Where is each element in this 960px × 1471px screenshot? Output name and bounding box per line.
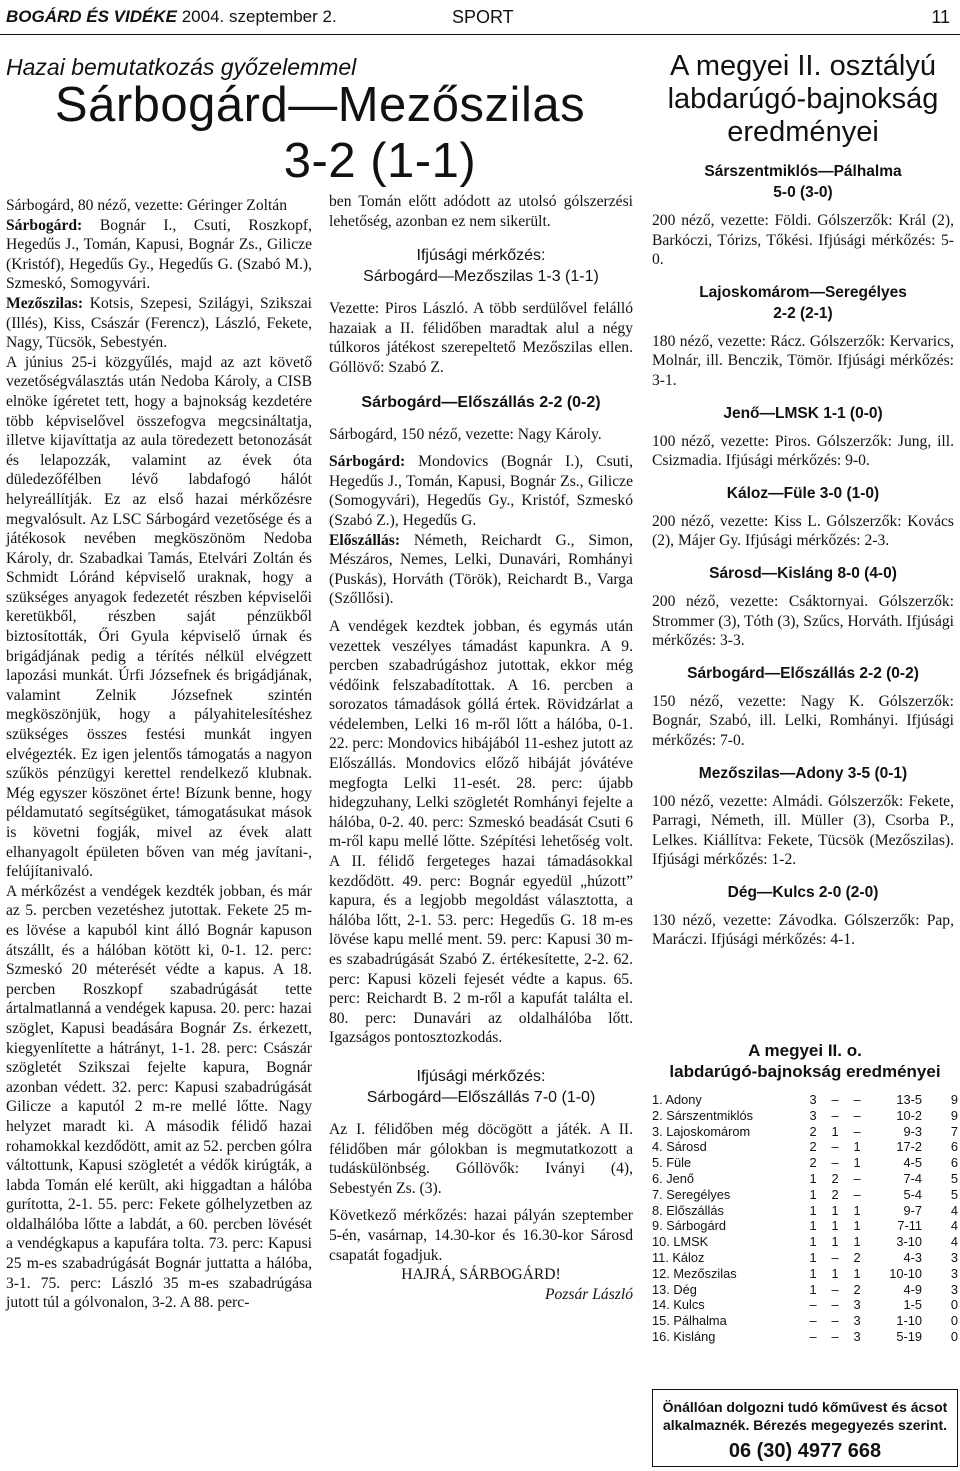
- table-row: [652, 1282, 958, 1298]
- draws-cell: 2: [831, 1170, 839, 1186]
- match-summary: 200 néző, vezette: Csáktornyai. Gólszerzők: Strommer (3), Tóth (3), Szűcs, Horváth. Ifjúsági mérkőzés: 3-3.: [652, 592, 954, 650]
- team-name-cell: 7. Seregélyes: [652, 1186, 731, 1202]
- standings-body: [652, 1092, 958, 1345]
- points-cell: 3: [950, 1249, 958, 1265]
- match2-home-lineup: [329, 452, 633, 530]
- wins-cell: 2: [809, 1155, 817, 1171]
- team-name-cell: 12. Mezőszilas: [652, 1265, 737, 1281]
- points-cell: 3: [950, 1265, 958, 1281]
- youth-match-title-2: Sárbogárd—Előszállás 7-0 (1-0): [366, 1088, 596, 1106]
- wins-cell: –: [809, 1313, 817, 1329]
- team-name-cell: 9. Sárbogárd: [652, 1218, 726, 1234]
- youth-match-text-2: Az I. félidőben még döcögött a játék. A II. félidőben már gólokban is megmutatkozott a tudáskülönbség. Góllövők: Iványi (4), Sebestyén Zs. (3).: [329, 1120, 633, 1197]
- losses-cell: 3: [853, 1328, 861, 1344]
- goals-cell: 7-4: [903, 1170, 922, 1186]
- article-paragraph: A június 25-i közgyűlés, majd az azt követő vezetőségválasztás után Nedoba Károly, a CISB elnöke ígéretet tett, hogy a bajnokság kezdetére több képviselővel összefogva megcsináltatja, illetve kijavíttatja az aula töredezett betonozását és lelapozzák, valamint az évek óta düledezőfélben lévő labdafogó hálót helyreállítják. Ez az első hazai mérkőzésre megvalósult. Az LSC Sárbogárd vezetősége és a játékosok nevében megköszönöm Nedoba Károly, dr. Szabadkai Tamás, Etelvári Zoltán és Schmidt Lóránd képviselő uraknak, hogy a szükséges anyagok fedezetét részben képviselői keretükből, részben saját pénzükből biztosították, Őri Gyula képviselő úrnak és brigádjának pedig a térítés nélkül elvégzett lapozási munkát. Úrfi Józsefnek és brigádjának, valamint Zelnik Józsefnek szintén megköszönjük, hogy a pályahitelesítéshez szükséges összes festési munkát ingyen elvégezték. Ez igen jelentős támogatás a nagyon szűkös pénzügyi kerettel rendelkező klubnak. Még egyszer köszönet érte! Bízunk benne, hogy példamutató segítségüket, támogatásukat mások is követni fogják, mivel az évek alatt elhanyagolt épületen bőven van még javítani-, felújítanivaló.: [6, 353, 312, 881]
- team-name-cell: 5. Füle: [652, 1155, 692, 1171]
- table-row: [652, 1124, 958, 1140]
- results-title-line-3: eredményei: [727, 116, 879, 148]
- team-name-cell: 6. Jenő: [652, 1170, 694, 1186]
- draws-cell: 1: [831, 1265, 839, 1281]
- points-cell: 6: [950, 1155, 958, 1171]
- goals-cell: 13-5: [896, 1092, 922, 1107]
- match-summary: 200 néző, vezette: Földi. Gólszerzők: Král (2), Barkóczi, Tórizs, Tőkési. Ifjúsági mérkőzés: 5-0.: [652, 212, 954, 269]
- home-label: Sárbogárd:: [6, 216, 83, 234]
- losses-cell: –: [853, 1123, 861, 1139]
- article-paragraph: ben Tomán előtt adódott az utolsó gólszerzési lehetőség, azonban ez nem sikerült.: [329, 193, 633, 230]
- away-lineup: [6, 294, 312, 353]
- wins-cell: 1: [809, 1202, 817, 1218]
- points-cell: 9: [950, 1107, 958, 1123]
- youth-match-title: Sárbogárd—Mezőszilas 1-3 (1-1): [363, 268, 599, 286]
- draws-cell: –: [831, 1139, 839, 1155]
- match2-home-label: Sárbogárd:: [329, 453, 406, 471]
- points-cell: 5: [950, 1186, 958, 1202]
- wins-cell: 1: [809, 1170, 817, 1186]
- match-heading: Dég—Kulcs 2-0 (2-0): [727, 883, 879, 901]
- draws-cell: 2: [831, 1186, 839, 1202]
- match-score: 5-0 (3-0): [773, 184, 833, 201]
- results-title: [652, 50, 954, 149]
- match2-home-text: Mondovics (Bognár I.), Csuti, Hegedűs J., Tomán, Kapusi, Bognár Zs., Gilicze (Somogyvári), Hegedűs Gy., Kristóf, Szmeskó (Szabó Z.), Hegedűs G.: [329, 453, 633, 529]
- next-match: Következő mérkőzés: hazai pályán szeptember 5-én, vasárnap, 14.30-kor és 16.30-kor Sárosd csapatát fogadjuk.: [329, 1207, 633, 1264]
- draws-cell: –: [831, 1092, 839, 1107]
- table-row: [652, 1171, 958, 1187]
- goals-cell: 1-5: [903, 1297, 922, 1313]
- losses-cell: –: [853, 1092, 861, 1107]
- team-name-cell: 15. Pálhalma: [652, 1313, 727, 1329]
- losses-cell: –: [853, 1186, 861, 1202]
- article-headline: [6, 77, 634, 189]
- team-name-cell: 8. Előszállás: [652, 1202, 724, 1218]
- article-kicker: Hazai bemutatkozás győzelemmel: [6, 54, 357, 80]
- wins-cell: 1: [809, 1249, 817, 1265]
- match2-away-label: Előszállás:: [329, 531, 401, 549]
- match-heading: Sárbogárd—Előszállás 2-2 (0-2): [687, 664, 919, 682]
- losses-cell: 3: [853, 1313, 861, 1329]
- team-name-cell: 10. LMSK: [652, 1234, 709, 1250]
- match-heading: [652, 282, 954, 324]
- goals-cell: 7-11: [897, 1218, 922, 1234]
- home-lineup-text: Bognár I., Csuti, Roszkopf, Hegedűs J., Tomán, Kapusi, Bognár Zs., Gilicze (Kristóf), Hegedűs Gy., Hegedűs G. (Szabó M.), Szmeskó, Somogyvári.: [6, 216, 312, 293]
- points-cell: 6: [950, 1139, 958, 1155]
- points-cell: 0: [950, 1328, 958, 1344]
- points-cell: 5: [950, 1170, 958, 1186]
- match-summary: 100 néző, vezette: Almádi. Gólszerzők: Fekete, Parragi, Németh, ill. Müller (3), Csorba P., Lelkes. Kiállítva: Fekete, Tücsök (Mezőszilas). Ifjúsági mérkőzés: 1-2.: [652, 792, 954, 869]
- losses-cell: –: [853, 1170, 861, 1186]
- match-score: 2-2 (2-1): [773, 304, 833, 322]
- article-column-1: [6, 196, 312, 1313]
- draws-cell: 1: [831, 1202, 839, 1218]
- table-row: [652, 1266, 958, 1282]
- standings-title: [652, 1040, 958, 1082]
- match-heading: Jenő—LMSK 1-1 (0-0): [723, 404, 883, 422]
- table-row: [652, 1297, 958, 1313]
- goals-cell: 4-9: [903, 1281, 922, 1297]
- draws-cell: –: [831, 1328, 839, 1344]
- match-summary: 150 néző, vezette: Nagy K. Gólszerzők: Bognár, Szabó, ill. Lelki, Romhányi. Ifjúsági mérkőzés: 7-0.: [652, 692, 954, 749]
- team-name-cell: 1. Adony: [652, 1092, 702, 1107]
- headline-teams: Sárbogárd—Mezőszilas: [54, 78, 586, 132]
- goals-cell: 9-7: [903, 1202, 922, 1218]
- wins-cell: –: [809, 1297, 817, 1313]
- standings-title-line-2: labdarúgó-bajnokság eredményei: [669, 1062, 941, 1081]
- losses-cell: 1: [853, 1202, 861, 1218]
- match-heading: Mezőszilas—Adony 3-5 (0-1): [698, 764, 908, 782]
- masthead: [6, 7, 337, 27]
- table-row: [652, 1139, 958, 1155]
- results-sidebar: [652, 50, 954, 950]
- away-lineup-text: Kotsis, Szepesi, Szilágyi, Szikszai (Illés), Kiss, Császár (Ferencz), László, Fekete, Nagy, Tücsök, Sebestyén.: [6, 294, 312, 352]
- match-summary: 100 néző, vezette: Piros. Gólszerzők: Jung, ill. Csizmadia. Ifjúsági mérkőzés: 9-0.: [652, 432, 954, 470]
- losses-cell: 3: [853, 1297, 861, 1313]
- losses-cell: 2: [853, 1249, 861, 1265]
- draws-cell: –: [831, 1155, 839, 1171]
- points-cell: 4: [950, 1202, 958, 1218]
- table-row: [652, 1218, 958, 1234]
- table-row: [652, 1187, 958, 1203]
- goals-cell: 9-3: [903, 1123, 922, 1139]
- author-signature: Pozsár László: [545, 1285, 633, 1303]
- youth-match-heading-2: [329, 1066, 633, 1108]
- goals-cell: 10-10: [889, 1265, 922, 1281]
- goals-cell: 5-19: [896, 1328, 922, 1344]
- draws-cell: 1: [831, 1123, 839, 1139]
- losses-cell: 2: [853, 1281, 861, 1297]
- section-name: SPORT: [452, 7, 514, 27]
- draws-cell: –: [831, 1281, 839, 1297]
- standings-table-block: [652, 1040, 958, 1345]
- match2-heading: Sárbogárd—Előszállás 2-2 (0-2): [361, 393, 601, 411]
- match-heading: Sárosd—Kisláng 8-0 (4-0): [709, 564, 897, 582]
- losses-cell: 1: [853, 1234, 861, 1250]
- wins-cell: 3: [809, 1107, 817, 1123]
- table-row: [652, 1313, 958, 1329]
- team-name-cell: 14. Kulcs: [652, 1297, 705, 1313]
- article-column-2: [329, 192, 633, 1304]
- wins-cell: 2: [809, 1123, 817, 1139]
- points-cell: 9: [950, 1092, 958, 1107]
- wins-cell: –: [809, 1328, 817, 1344]
- losses-cell: 1: [853, 1218, 861, 1234]
- goals-cell: 1-10: [896, 1313, 922, 1329]
- results-title-line-1: A megyei II. osztályú: [670, 50, 936, 82]
- team-name-cell: 3. Lajoskomárom: [652, 1123, 751, 1139]
- points-cell: 4: [950, 1218, 958, 1234]
- job-advertisement: [652, 1389, 958, 1467]
- team-name-cell: 13. Dég: [652, 1281, 697, 1297]
- wins-cell: 3: [809, 1092, 817, 1107]
- goals-cell: 5-4: [903, 1186, 922, 1202]
- draws-cell: 1: [831, 1234, 839, 1250]
- youth-match-text: Vezette: Piros László. A több serdülővel felálló hazaiak a II. félidőben maradtak alul a négy túlkoros játékost szerepeltető Mezőszilas ellen. Góllövő: Szabó Z.: [329, 300, 633, 376]
- results-title-line-2: labdarúgó-bajnokság: [667, 83, 939, 115]
- match2-intro: Sárbogárd, 150 néző, vezette: Nagy Károly.: [329, 425, 602, 443]
- match-summary: 180 néző, vezette: Rácz. Gólszerzők: Kervarics, Molnár, ill. Benczik, Tömör. Ifjúsági mérkőzés: 3-1.: [652, 332, 954, 389]
- goals-cell: 3-10: [896, 1234, 922, 1250]
- table-row: [652, 1155, 958, 1171]
- team-name-cell: 4. Sárosd: [652, 1139, 707, 1155]
- losses-cell: 1: [853, 1265, 861, 1281]
- match-intro: Sárbogárd, 80 néző, vezette: Géringer Zoltán: [6, 197, 288, 214]
- draws-cell: –: [831, 1313, 839, 1329]
- goals-cell: 4-5: [903, 1155, 922, 1171]
- points-cell: 0: [950, 1313, 958, 1329]
- page-header: [0, 0, 960, 35]
- match-summary: 130 néző, vezette: Závodka. Gólszerzők: Pap, Maráczi. Ifjúsági mérkőzés: 4-1.: [652, 911, 954, 949]
- standings-table: [652, 1092, 958, 1345]
- ad-line-1: Önállóan dolgozni tudó kőművest és ácsot: [662, 1399, 948, 1415]
- goals-cell: 10-2: [896, 1107, 922, 1123]
- wins-cell: 1: [809, 1218, 817, 1234]
- ad-phone: 06 (30) 4977 668: [728, 1440, 882, 1462]
- points-cell: 4: [950, 1234, 958, 1250]
- wins-cell: 1: [809, 1265, 817, 1281]
- cheer-text: HAJRÁ, SÁRBOGÁRD!: [401, 1266, 561, 1284]
- match-title: Sárszentmiklós—Pálhalma: [704, 163, 902, 180]
- losses-cell: 1: [853, 1155, 861, 1171]
- page-number: 11: [931, 7, 950, 27]
- team-name-cell: 16. Kisláng: [652, 1328, 716, 1344]
- wins-cell: 1: [809, 1234, 817, 1250]
- wins-cell: 1: [809, 1281, 817, 1297]
- table-row: [652, 1250, 958, 1266]
- goals-cell: 17-2: [896, 1139, 922, 1155]
- draws-cell: –: [831, 1107, 839, 1123]
- wins-cell: 2: [809, 1139, 817, 1155]
- points-cell: 7: [950, 1123, 958, 1139]
- match2-report: A vendégek kezdtek jobban, és egymás után vezettek veszélyes támadást kapunkra. A 9. percben szabadrúgáshoz jutottak, ekkor még védőink felszabadítottak. A 16. percben a sorozatos támadások góllá értek. Rövidzárlat a védelemben, Lelki 16 m-ről lőtt a hálóba, 0-1. 22. perc: Mondovics hibájából 11-eshez jutott az Előszállás. Mondovics előző hibáját jóvátéve megfogta Lelki 11-esét. 28. perc: újabb hidegzuhany, Lelki szögletét Romhányi fejelte a hálóba, 0-2. 40. perc: Szmeskó beadását Csuti 6 m-ről kapu mellé lőtte. Szépítési lehetőség volt. A II. félidő fergeteges hazai támadásokkal kezdődött. 49. perc: Bognár egyedül „húzott” kapura, és a legjobb megoldást választotta, a hálóba lőtt, 2-1. 53. perc: Hegedűs G. 18 m-es lövése kapu mellé ment. 59. perc: Kapusi 30 m-es szabadrúgását Szabó Z. értékesítette, 2-2. 62. perc: Kapusi közeli fejesét védte a kapus. 65. perc: Reichardt B. 2 m-ről a kapufát találta el. 80. perc: Dunavári az oldalhálóba lőtt. Igazságos pontosztozkodás.: [329, 617, 633, 1047]
- match-summary: 200 néző, vezette: Kiss L. Gólszerzők: Kovács (2), Májer Gy. Ifjúsági mérkőzés: 2-3.: [652, 512, 954, 550]
- points-cell: 3: [950, 1281, 958, 1297]
- team-name-cell: 2. Sárszentmiklós: [652, 1107, 753, 1123]
- table-row: [652, 1234, 958, 1250]
- table-row: [652, 1108, 958, 1124]
- headline-score: 3-2 (1-1): [283, 134, 477, 188]
- table-row: [652, 1203, 958, 1219]
- masthead-title: BOGÁRD ÉS VIDÉKE: [6, 7, 177, 26]
- article-paragraph: A mérkőzést a vendégek kezdték jobban, és már az 5. percben vezetéshez jutottak. Fekete 25 m-es lövése a kapuból kint álló Bognár kapuson átszállt, és a hálóban kötött ki, 0-1. 12. perc: Szmeskó 20 méterését védte a kapus. A 18. percben Roszkopf szabadrúgását tette ártalmatlanná a vendégek kapusa. 20. perc: hazai szöglet, Kapusi beadására Bognár Zs. érkezett, kiegyenlítette a hátrányt, 1-1. 28. perc: Császár szögletét Szikszai fejelte kapura, Bognár azonban védett. 32. perc: Kapusi szabadrúgását Gilicze a kaputól 2 m-re mellé lőtte. Nagy helyzet maradt ki. A második félidő hazai rohamokkal kezdődött, amit az 52. percben gólra váltottunk, Kapusi szögletét a védők kirúgták, a labda Tomán elé került, aki higgadtan a hálóba gurította, 2-1. 55. perc: Fekete gólhelyzetben az oldalhálóba lőtte a labdát, a 60. percben lövését a vendégkapus a kapufára tolta. 73. perc: Kapusi 25 m-es szabadrúgását Bognár juttatta a hálóba, 3-1. 75. perc: László 35 m-es szabadrúgása jutott túl a gólvonalon, 3-2. A 88. perc-: [6, 882, 312, 1312]
- standings-title-line-1: A megyei II. o.: [748, 1041, 862, 1060]
- table-row: [652, 1329, 958, 1345]
- youth-label-2: Ifjúsági mérkőzés:: [416, 1067, 546, 1085]
- losses-cell: 1: [853, 1139, 861, 1155]
- away-label: Mezőszilas:: [6, 294, 84, 312]
- draws-cell: 1: [831, 1218, 839, 1234]
- ad-line-2: alkalmaznék. Bérezés megegyezés szerint.: [662, 1417, 948, 1433]
- wins-cell: 1: [809, 1186, 817, 1202]
- home-lineup: [6, 216, 312, 294]
- table-row: [652, 1092, 958, 1108]
- youth-label: Ifjúsági mérkőzés:: [416, 247, 546, 265]
- match-title: Lajoskomárom—Seregélyes: [699, 283, 907, 301]
- losses-cell: –: [853, 1107, 861, 1123]
- issue-date: 2004. szeptember 2.: [181, 7, 337, 26]
- goals-cell: 4-3: [903, 1249, 922, 1265]
- draws-cell: –: [831, 1297, 839, 1313]
- youth-match-heading: [329, 245, 633, 287]
- match-heading: [652, 161, 954, 203]
- match2-away-lineup: [329, 531, 633, 609]
- match2-away-text: Németh, Reichardt G., Simon, Mészáros, Nemes, Lelki, Dunavári, Romhányi (Puskás), Horváth (Török), Reichardt B., Varga (Szőllősi).: [329, 531, 633, 608]
- draws-cell: –: [831, 1249, 839, 1265]
- points-cell: 0: [950, 1297, 958, 1313]
- team-name-cell: 11. Káloz: [652, 1249, 705, 1265]
- match-heading: Káloz—Füle 3-0 (1-0): [726, 484, 880, 502]
